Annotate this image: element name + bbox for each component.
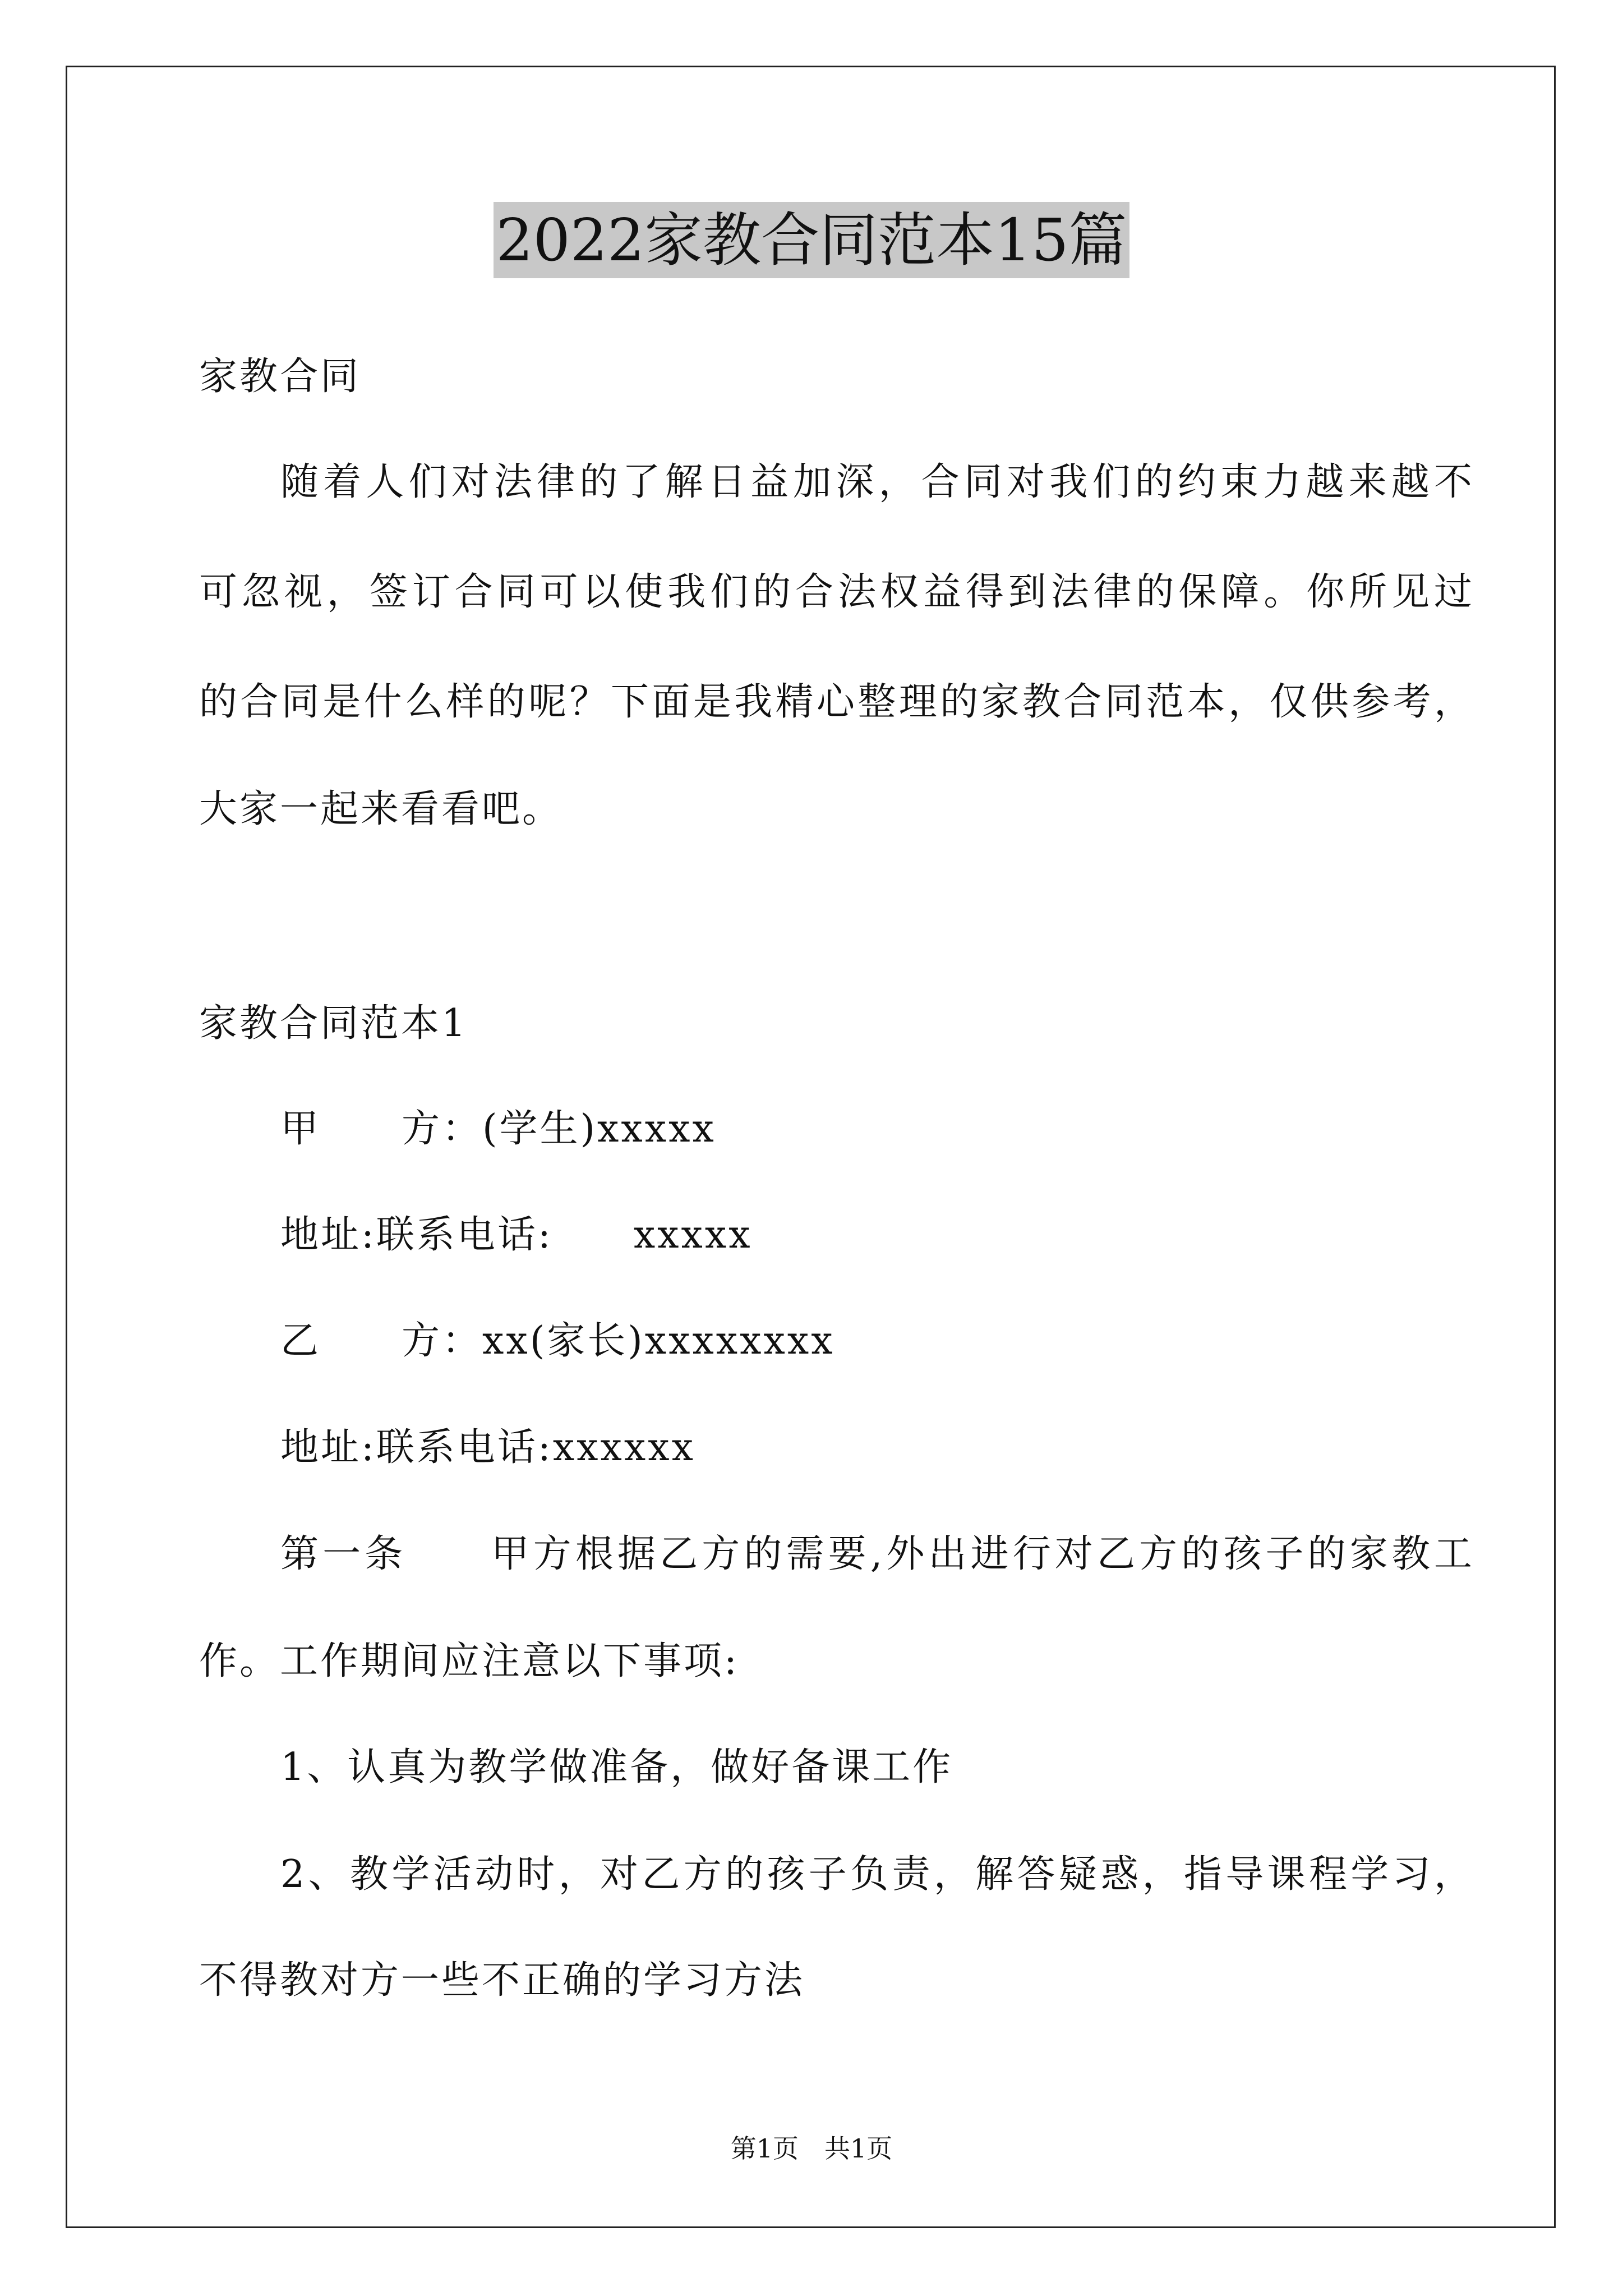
page-footer: 第1页 共1页 [730,2133,893,2164]
title-container [0,202,1623,278]
intro-line-4: 大家一起来看看吧。 [199,787,563,831]
party-b-line: 乙 方：xx(家长)xxxxxxxx [280,1319,835,1363]
party-a-contact-line: 地址:联系电话: xxxxx [280,1213,753,1257]
document-title: 2022家教合同范本15篇 [494,202,1129,278]
item-2-line-1: 2、教学活动时，对乙方的孩子负责，解答疑惑，指导课程学习， [280,1852,1472,1897]
sample-heading: 家教合同范本1 [199,1001,468,1046]
party-b-contact-line: 地址:联系电话:xxxxxx [280,1425,695,1470]
party-a-line: 甲 方：(学生)xxxxx [280,1107,716,1151]
item-1-line: 1、认真为教学做准备，做好备课工作 [280,1745,953,1789]
article-1-line-1: 第一条 甲方根据乙方的需要,外出进行对乙方的孩子的家教工 [280,1532,1472,1576]
intro-line-3: 的合同是什么样的呢？下面是我精心整理的家教合同范本，仅供参考， [199,680,1472,724]
intro-line-1: 随着人们对法律的了解日益加深，合同对我们的约束力越来越不 [280,460,1472,504]
intro-line-2: 可忽视，签订合同可以使我们的合法权益得到法律的保障。你所见过 [199,570,1472,614]
item-2-line-2: 不得教对方一些不正确的学习方法 [199,1958,805,2003]
section-heading: 家教合同 [199,355,361,399]
article-1-line-2: 作。工作期间应注意以下事项: [199,1639,739,1683]
